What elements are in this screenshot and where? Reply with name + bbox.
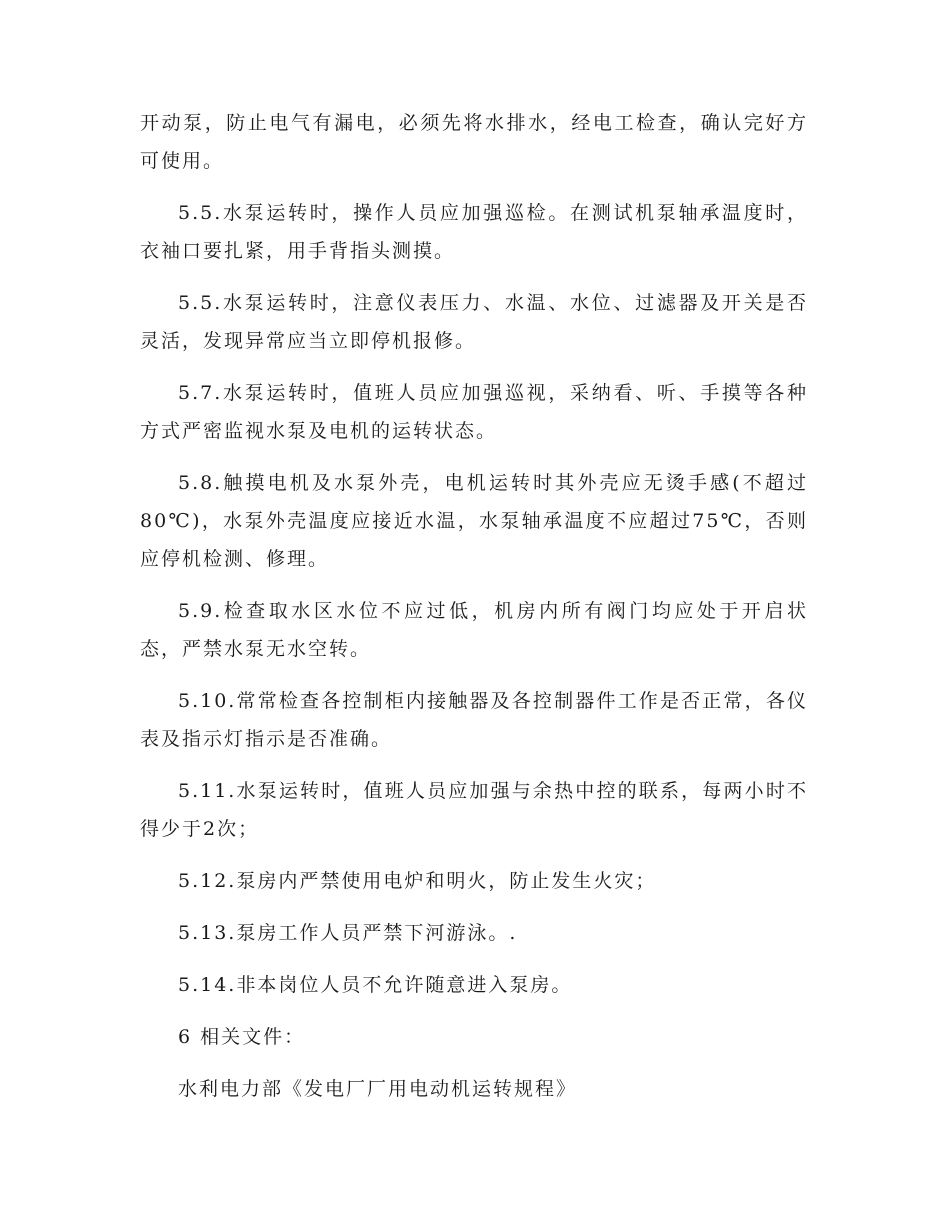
paragraph-5-11-contact: 5.11.水泵运转时，值班人员应加强与余热中控的联系，每两小时不得少于2次； (140, 780, 808, 840)
paragraph-pump-start: 开动泵，防止电气有漏电，必须先将水排水，经电工检查，确认完好方可使用。 (140, 112, 808, 172)
paragraph-5-5-inspection: 5.5.水泵运转时，操作人员应加强巡检。在测试机泵轴承温度时，衣袖口要扎紧，用手背指头测摸。 (140, 202, 808, 262)
document-page (140, 104, 808, 1122)
section-heading-related-docs: 6 相关文件： (178, 1026, 306, 1048)
paragraph-5-12-fire: 5.12.泵房内严禁使用电炉和明火，防止发生火灾； (178, 870, 657, 892)
related-doc-reference: 水利电力部《发电厂厂用电动机运转规程》 (178, 1078, 578, 1100)
paragraph-5-8-temperature: 5.8.触摸电机及水泵外壳，电机运转时其外壳应无烫手感(不超过80℃)，水泵外壳温度应接近水温，水泵轴承温度不应超过75℃，否则应停机检测、修理。 (140, 472, 808, 570)
paragraph-5-14-access: 5.14.非本岗位人员不允许随意进入泵房。 (178, 974, 573, 996)
paragraph-5-9-water-level: 5.9.检查取水区水位不应过低，机房内所有阀门均应处于开启状态，严禁水泵无水空转。 (140, 600, 808, 660)
paragraph-5-10-control-cabinet: 5.10.常常检查各控制柜内接触器及各控制器件工作是否正常，各仪表及指示灯指示是否准确。 (140, 690, 808, 750)
paragraph-5-7-monitoring: 5.7.水泵运转时，值班人员应加强巡视，采纳看、听、手摸等各种方式严密监视水泵及电机的运转状态。 (140, 382, 808, 442)
paragraph-5-5-instruments: 5.5.水泵运转时，注意仪表压力、水温、水位、过滤器及开关是否灵活，发现异常应当立即停机报修。 (140, 292, 808, 352)
paragraph-5-13-swimming: 5.13.泵房工作人员严禁下河游泳。. (178, 922, 518, 944)
